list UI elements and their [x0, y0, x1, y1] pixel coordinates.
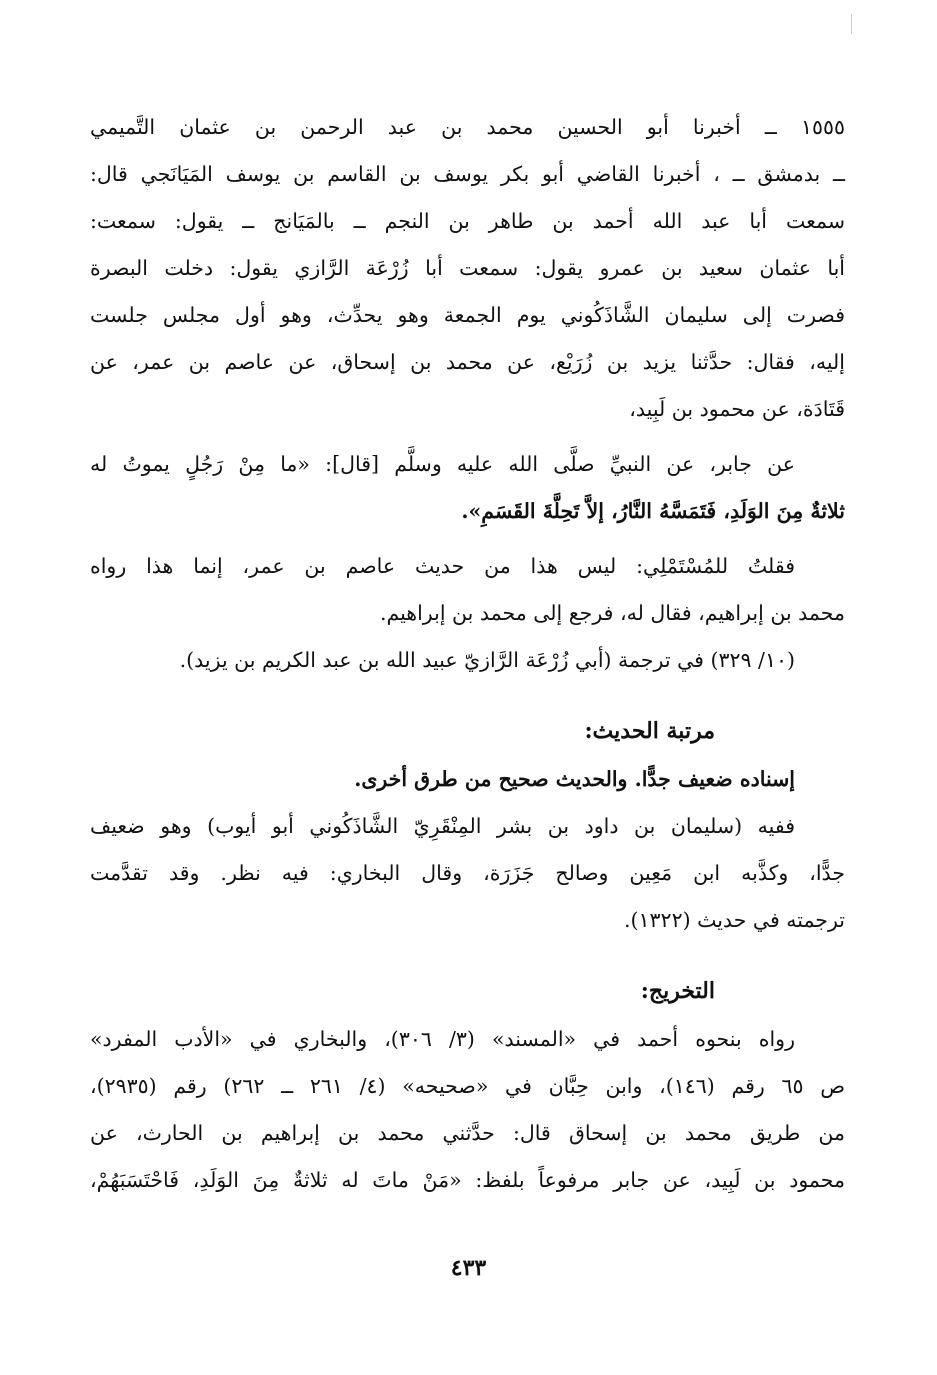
- grading-verdict: إسناده ضعيف جدًّا. والحديث صحيح من طرق أخرى.: [354, 767, 795, 791]
- takhrij-heading: التخريج:: [640, 978, 715, 1004]
- takhrij-line-1: رواه بنحوه أحمد في «المسند» (٣/ ٣٠٦)، والبخاري في «الأدب المفرد»: [90, 1027, 795, 1051]
- grading-line-3: ترجمته في حديث (١٣٢٢).: [624, 908, 845, 932]
- hadith-line-4: أبا عثمان سعيد بن عمرو يقول: سمعت أبا زُرْعَة الرَّازي يقول: دخلت البصرة: [90, 256, 845, 280]
- hadith-line-6: إليه، فقال: حدَّثنا يزيد بن زُرَيْع، عن محمد بن إسحاق، عن عاصم بن عمر، عن: [90, 350, 845, 374]
- takhrij-line-2: ص ٦٥ رقم (١٤٦)، وابن حِبَّان في «صحيحه» (٤/ ٢٦١ ــ ٢٦٢) رقم (٢٩٣٥)،: [90, 1074, 845, 1098]
- matn-line-2: ثلاثةٌ مِنَ الوَلَدِ، فَتَمَسَّهُ النَّارُ، إلاَّ تَحِلَّةَ القَسَمِ».: [461, 499, 845, 523]
- hadith-line-7: قَتَادَة، عن محمود بن لَبِيد،: [629, 397, 845, 421]
- hadith-line-1: ١٥٥٥ ــ أخبرنا أبو الحسين محمد بن عبد الرحمن بن عثمان التَّميمي: [90, 115, 845, 139]
- grading-heading: مرتبة الحديث:: [584, 718, 715, 744]
- grading-line-2: جدًّا، وكذَّبه ابن مَعِين وصالح جَزَرَة، وقال البخاري: فيه نظر. وقد تقدَّمت: [90, 861, 845, 885]
- hadith-line-2: ــ بدمشق ــ ، أخبرنا القاضي أبو بكر يوسف بن القاسم بن يوسف المَيَانَجي قال:: [90, 162, 845, 186]
- grading-line-1: ففيه (سليمان بن داود بن بشر المِنْقَرِيّ الشَّاذَكُوني أبو أيوب) وهو ضعيف: [90, 814, 795, 838]
- note-line-1: فقلتُ للمُسْتَمْلِي: ليس هذا من حديث عاصم بن عمر، إنما هذا رواه: [90, 554, 795, 578]
- takhrij-line-3: من طريق محمد بن إسحاق قال: حدَّثني محمد بن إبراهيم بن الحارث، عن: [90, 1121, 845, 1145]
- page-number: ٤٣٣: [450, 1255, 487, 1281]
- hadith-line-3: سمعت أبا عبد الله أحمد بن طاهر بن النجم ــ بالمَيَانج ــ يقول: سمعت:: [90, 209, 845, 233]
- source-reference: (١٠/ ٣٢٩) في ترجمة (أبي زُرْعَة الرَّازيّ عبيد الله بن عبد الكريم بن يزيد).: [179, 648, 795, 672]
- note-line-2: محمد بن إبراهيم، فقال له، فرجع إلى محمد بن إبراهيم.: [379, 601, 845, 625]
- hadith-line-5: فصرت إلى سليمان الشَّاذَكُوني يوم الجمعة وهو يحدِّث، وهو أول مجلس جلست: [90, 303, 845, 327]
- page-body: [90, 104, 845, 1204]
- takhrij-line-4: محمود بن لَبِيد، عن جابر مرفوعاً بلفظ: «مَنْ ماتَ له ثلاثةٌ مِنَ الوَلَدِ، فَاحْتَسَبَهُمْ،: [90, 1168, 845, 1192]
- matn-line-1: عن جابر، عن النبيِّ صلَّى الله عليه وسلَّم [قال]: «ما مِنْ رَجُلٍ يموتُ له: [90, 452, 795, 476]
- margin-mark: [851, 14, 852, 34]
